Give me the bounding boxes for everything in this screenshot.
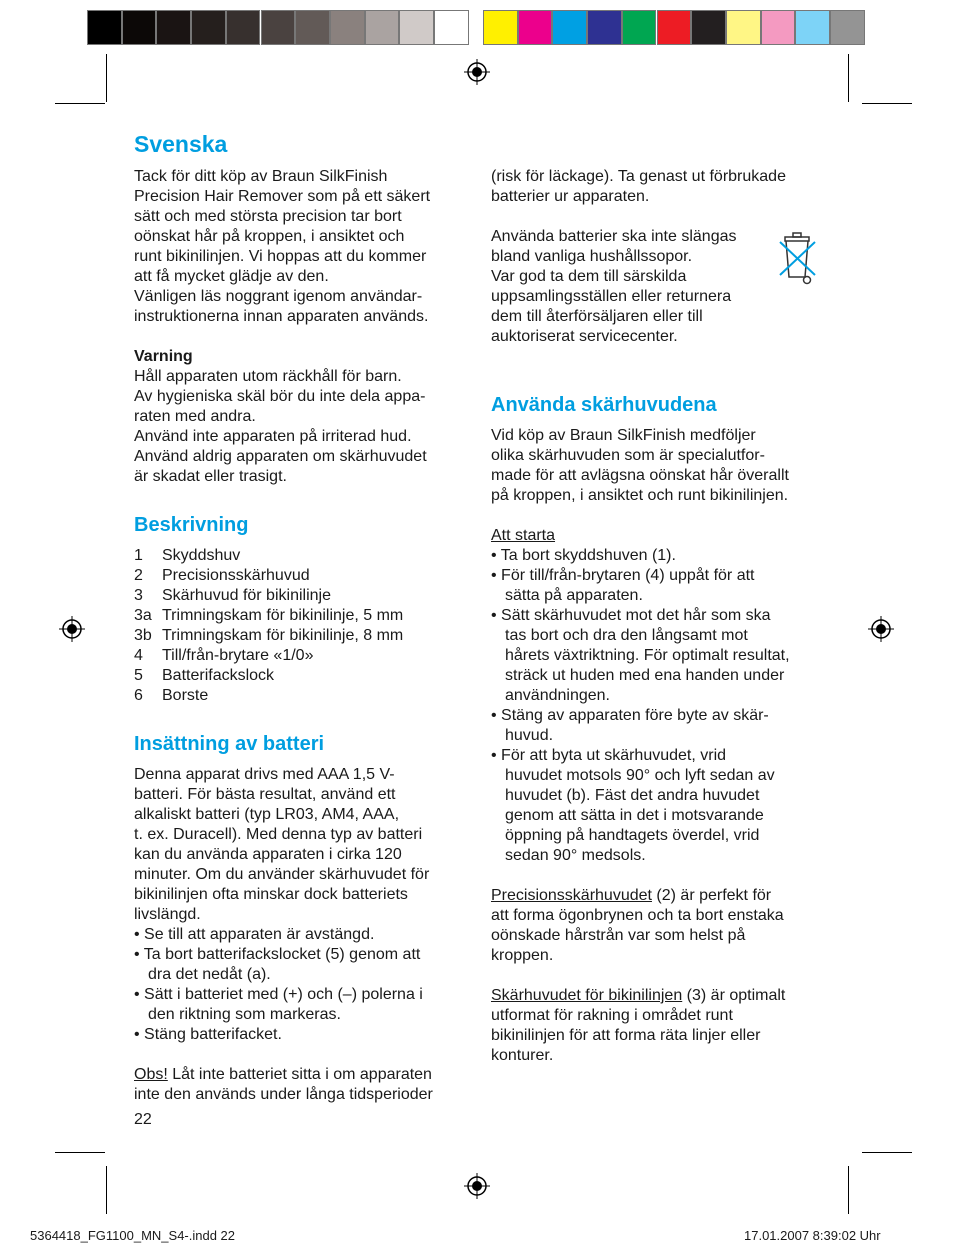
batteri-text: Denna apparat drivs med AAA 1,5 V- batteri. För bästa resultat, använd ett alkaliskt batteri (typ LR03, AM4, AAA, t. ex. Duracell). Med denna typ av batteri kan du använda apparaten i cirka 120 minuter. Om du använder skärhuvudet för bikinilinjen ofta minskar dock batteriets livslängd. • Se till att apparaten är avstängd. • Ta bort batterifackslocket (5) genom att dra det nedåt (a). • Sätt i batteriet med (+) och (–) polerna i den riktning som markeras. • Stäng batterifacket. Obs! Låt inte batteriet sitta i om apparaten inte den används under långa tidsperioder bbox=[134, 765, 474, 1105]
part-label: Batterifackslock bbox=[162, 667, 275, 684]
footer-timestamp: 17.01.2007 8:39:02 Uhr bbox=[744, 1228, 881, 1243]
footer-file-info: 5364418_FG1100_MN_S4-.indd 22 bbox=[30, 1228, 236, 1243]
skarhuvud-line: på kroppen, i ansiktet och runt bikinilinjen. bbox=[491, 487, 789, 504]
warning-line: är skadat eller trasigt. bbox=[134, 468, 287, 485]
color-swatch bbox=[691, 10, 726, 45]
precision-lines-line: att forma ögonbrynen och ta bort enstaka bbox=[491, 907, 784, 924]
list-item: • Sätt skärhuvudet mot det hår som ska tas bort och dra den långsamt mot hårets växtriktning. För optimalt resultat, sträck ut huden med ena handen under användningen. bbox=[491, 607, 790, 704]
batteri-line: bikinilinjen ofta minskar dock batteriets bbox=[134, 886, 408, 903]
batteri-line: livslängd. bbox=[134, 906, 201, 923]
intro-line: Vänligen läs noggrant igenom användar- bbox=[134, 288, 423, 305]
registration-mark-icon bbox=[868, 616, 894, 642]
intro-line: runt bikinilinjen. Vi hoppas att du kommer bbox=[134, 248, 427, 265]
color-swatch bbox=[552, 10, 587, 45]
precision-label: Precisionsskärhuvudet bbox=[491, 887, 652, 904]
part-number: 2 bbox=[134, 567, 143, 584]
disposal-text bbox=[491, 227, 771, 347]
part-item bbox=[134, 586, 474, 606]
color-swatch bbox=[622, 10, 657, 45]
batteri-heading: Insättning av batteri bbox=[134, 733, 325, 755]
batteri-line: minuter. Om du använder skärhuvudet för bbox=[134, 866, 430, 883]
part-label: Skärhuvud för bikinilinje bbox=[162, 587, 331, 604]
warning-line: Använd inte apparaten på irriterad hud. bbox=[134, 428, 412, 445]
color-swatch bbox=[226, 10, 261, 45]
precision-lines-line: kroppen. bbox=[491, 947, 554, 964]
color-swatch bbox=[795, 10, 830, 45]
skarhuvud-heading: Använda skärhuvudena bbox=[491, 394, 717, 416]
intro-line: instruktionerna innan apparaten används. bbox=[134, 308, 429, 325]
color-swatch bbox=[365, 10, 400, 45]
warning-line: raten med andra. bbox=[134, 408, 256, 425]
part-number: 1 bbox=[134, 547, 143, 564]
color-swatch bbox=[483, 10, 518, 45]
color-swatch bbox=[434, 10, 469, 45]
disposal-line: dem till återförsäljaren eller till bbox=[491, 308, 703, 325]
color-swatch bbox=[295, 10, 330, 45]
part-item bbox=[134, 566, 474, 586]
part-label: Trimningskam för bikinilinje, 5 mm bbox=[162, 607, 404, 624]
beskrivning-heading: Beskrivning bbox=[134, 514, 249, 536]
skarhuvud-line: made för att avlägsna oönskat hår överallt bbox=[491, 467, 789, 484]
part-item bbox=[134, 666, 474, 686]
crossed-bin-icon bbox=[775, 229, 821, 289]
part-item bbox=[134, 606, 474, 626]
part-item bbox=[134, 626, 474, 646]
part-number: 6 bbox=[134, 687, 143, 704]
list-item: • Se till att apparaten är avstängd. bbox=[134, 926, 375, 943]
part-label: Precisionsskärhuvud bbox=[162, 567, 310, 584]
part-item bbox=[134, 686, 474, 706]
color-swatch bbox=[761, 10, 796, 45]
battery-leak-text bbox=[491, 167, 831, 207]
color-swatch bbox=[587, 10, 622, 45]
disposal-line: Var god ta dem till särskilda bbox=[491, 268, 687, 285]
list-item: • För att byta ut skärhuvudet, vrid huvudet motsols 90° och lyft sedan av huvudet (b). Fäst det andra huvudet genom att sätta in det i motsvarande öppning på handtagets överdel, vrid sedan 90° medsols. bbox=[491, 747, 775, 864]
color-swatch bbox=[726, 10, 761, 45]
page-title: Svenska bbox=[134, 131, 228, 157]
bikini-lines-line: konturer. bbox=[491, 1047, 554, 1064]
list-item: • Ta bort skyddshuven (1). bbox=[491, 547, 676, 564]
part-label: Till/från-brytare «1/0» bbox=[162, 647, 314, 664]
parts-list bbox=[134, 546, 474, 706]
color-swatch bbox=[191, 10, 226, 45]
intro-line: Tack för ditt köp av Braun SilkFinish bbox=[134, 168, 388, 185]
batteri-line: batteri. För bästa resultat, använd ett bbox=[134, 786, 396, 803]
part-item bbox=[134, 646, 474, 666]
registration-mark-icon bbox=[464, 1173, 490, 1199]
intro-line: oönskat hår på kroppen, i ansiktet och bbox=[134, 228, 405, 245]
right-top-line: (risk för läckage). Ta genast ut förbrukade bbox=[491, 168, 786, 185]
color-swatch bbox=[399, 10, 434, 45]
disposal-line: uppsamlingsställen eller returnera bbox=[491, 288, 732, 305]
intro-text bbox=[134, 167, 474, 487]
bikini-label: Skärhuvudet för bikinilinjen bbox=[491, 987, 683, 1004]
bikini-lines-line: bikinilinjen för att forma räta linjer eller bbox=[491, 1027, 761, 1044]
part-number: 4 bbox=[134, 647, 143, 664]
disposal-line: auktoriserat servicecenter. bbox=[491, 328, 678, 345]
part-label: Skyddshuv bbox=[162, 547, 241, 564]
right-top-line: batterier ur apparaten. bbox=[491, 188, 650, 205]
intro-line: sätt och med största precision tar bort bbox=[134, 208, 402, 225]
registration-mark-icon bbox=[464, 59, 490, 85]
batteri-line: Denna apparat drivs med AAA 1,5 V- bbox=[134, 766, 395, 783]
list-item: • För till/från-brytaren (4) uppåt för att sätta på apparaten. bbox=[491, 567, 755, 604]
disposal-line: bland vanliga hushållssopor. bbox=[491, 248, 693, 265]
list-item: • Stäng batterifacket. bbox=[134, 1026, 282, 1043]
part-number: 5 bbox=[134, 667, 143, 684]
part-item bbox=[134, 546, 474, 566]
registration-mark-icon bbox=[59, 616, 85, 642]
batteri-line: alkaliskt batteri (typ LR03, AM4, AAA, bbox=[134, 806, 400, 823]
color-swatch bbox=[830, 10, 865, 45]
part-label: Borste bbox=[162, 687, 209, 704]
warning-line: Av hygieniska skäl bör du inte dela appa- bbox=[134, 388, 426, 405]
intro-line: att få mycket glädje av den. bbox=[134, 268, 329, 285]
color-swatch bbox=[518, 10, 553, 45]
skarhuvud-line: Vid köp av Braun SilkFinish medföljer bbox=[491, 427, 756, 444]
warning-title: Varning bbox=[134, 348, 193, 365]
color-swatch bbox=[330, 10, 365, 45]
batteri-line: t. ex. Duracell). Med denna typ av batteri bbox=[134, 826, 423, 843]
color-swatch bbox=[87, 10, 122, 45]
color-swatch bbox=[657, 10, 692, 45]
list-item: • Stäng av apparaten före byte av skär- huvud. bbox=[491, 707, 769, 744]
disposal-line: Använda batterier ska inte slängas bbox=[491, 228, 737, 245]
warning-line: Håll apparaten utom räckhåll för barn. bbox=[134, 368, 402, 385]
batteri-line: kan du använda apparaten i cirka 120 bbox=[134, 846, 402, 863]
color-swatch bbox=[156, 10, 191, 45]
list-item: • Sätt i batteriet med (+) och (–) polerna i den riktning som markeras. bbox=[134, 986, 423, 1023]
skarhuvud-line: olika skärhuvuden som är specialutfor- bbox=[491, 447, 765, 464]
list-item: • Ta bort batterifackslocket (5) genom att dra det nedåt (a). bbox=[134, 946, 421, 983]
warning-line: Använd aldrig apparaten om skärhuvudet bbox=[134, 448, 427, 465]
part-number: 3a bbox=[134, 607, 152, 624]
intro-line: Precision Hair Remover som på ett säkert bbox=[134, 188, 431, 205]
obs-label: Obs! bbox=[134, 1066, 168, 1083]
part-label: Trimningskam för bikinilinje, 8 mm bbox=[162, 627, 404, 644]
start-label: Att starta bbox=[491, 527, 556, 544]
part-number: 3 bbox=[134, 587, 143, 604]
color-swatch bbox=[261, 10, 296, 45]
bikini-lines-line: utformat för rakning i området runt bbox=[491, 1007, 733, 1024]
part-number: 3b bbox=[134, 627, 152, 644]
color-swatch bbox=[122, 10, 157, 45]
skarhuvud-text: Vid köp av Braun SilkFinish medföljer olika skärhuvuden som är specialutfor- made för att avlägsna oönskat hår överallt på kroppen, i ansiktet och runt bikinilinjen. Att starta • Ta bort skyddshuven (1). • För till/från-brytaren (4) uppåt för att sätta på apparaten. • Sätt skärhuvudet mot det hår som ska tas bort och dra den långsamt mot hårets växtriktning. För optimalt resultat, sträck ut huden med ena handen under användningen. • Stäng av apparaten före byte av skär- huvud. • För att byta ut skärhuvudet, vrid huvudet motsols 90° och lyft sedan av huvudet (b). Fäst det andra huvudet genom att sätta in det i motsvarande öppning på handtagets överdel, vrid sedan 90° medsols. Precisionsskärhuvudet (2) är perfekt för att forma ögonbrynen och ta bort enstaka oönskade hårstrån var som helst på kroppen. Skärhuvudet för bikinilinjen (3) är optimalt utformat för rakning i området runt bikinilinjen för att forma räta linjer eller konturer. bbox=[491, 426, 831, 1066]
precision-lines-line: oönskade hårstrån var som helst på bbox=[491, 927, 746, 944]
page-number: 22 bbox=[134, 1111, 152, 1128]
